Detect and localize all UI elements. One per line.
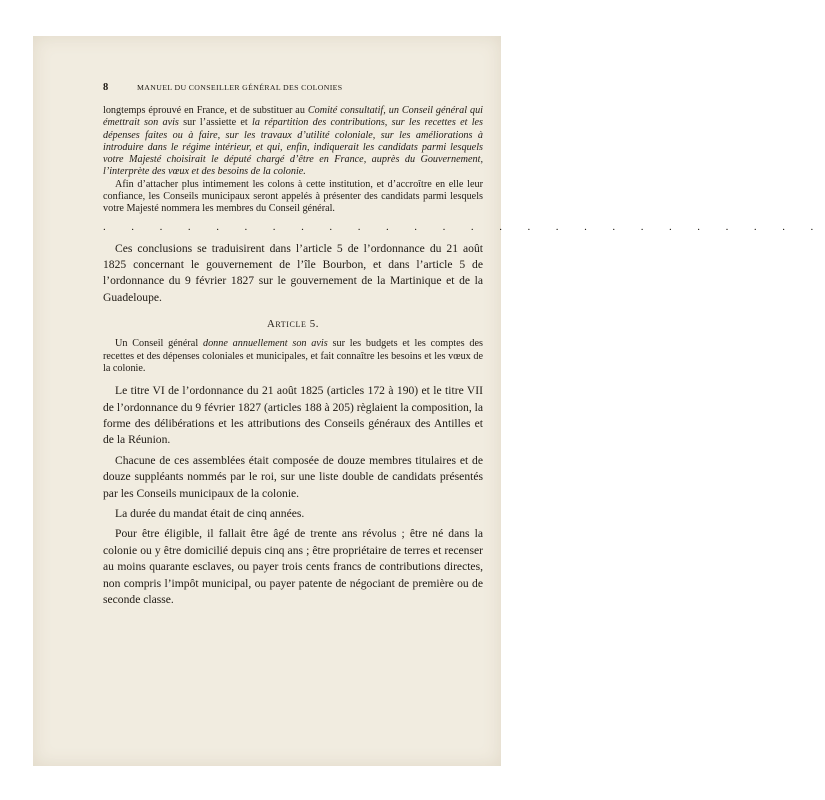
quote-text: sur l’assiette et	[178, 117, 252, 129]
page-number: 8	[103, 82, 109, 93]
paragraph-chacune: Chacune de ces assemblées était composée de douze membres titulaires et de douze suppléants nommés par le roi, sur une liste double de candidats présentés par les Conseils municipaux de la colonie.	[103, 453, 483, 500]
paragraph-conclusions: Ces conclusions se traduisirent dans l’article 5 de l’ordonnance du 21 août 1825 concernant le gouvernement de l’île Bourbon, et dans l’article 5 de l’ordonnance du 9 février 1827 sur le gouvernement de la Martinique et de la Guadeloupe.	[103, 241, 483, 304]
article-text-part: Un Conseil général	[115, 338, 203, 350]
quote-text: longtemps éprouvé en France, et de substituer au	[103, 105, 308, 116]
article-text-part: sur les budgets et les comptes des recettes et des dépenses coloniales et municipales, et fait connaître les besoins et les vœux de la colonie.	[103, 338, 483, 374]
page-content	[103, 82, 825, 608]
paragraph-duree: La durée du mandat était de cinq années.	[115, 507, 305, 521]
running-title: MANUEL DU CONSEILLER GÉNÉRAL DES COLONIES	[137, 83, 343, 92]
quote-paragraph-2: Afin d’attacher plus intimement les colons à cette institution, et d’accroître en elle leur confiance, les Conseils municipaux seront appelés à présenter des candidats parmi lesquels votre Majesté nommera les membres du Conseil général.	[103, 178, 483, 215]
book-page	[33, 36, 825, 766]
article-heading: Article 5.	[266, 318, 320, 331]
paragraph-titre: Le titre VI de l’ordonnance du 21 août 1825 (articles 172 à 190) et le titre VII de l’ordonnance du 9 février 1827 (articles 188 à 205) règlaient la composition, la forme des délibérations et les attributions des Conseils généraux des Antilles et de la Réunion.	[103, 384, 483, 447]
article-italic-text: donne annuellement son avis	[202, 338, 328, 350]
quote-italic-text: Comité consultatif, un Conseil général qui émettrait son avis	[103, 105, 483, 129]
paragraph-eligible: Pour être éligible, il fallait être âgé de trente ans révolus ; être né dans la colonie ou y être domicilié depuis cinq ans ; être propriétaire de terres et recenser au moins quarante esclaves, ou payer trois cents francs de contributions directes, non compris l’impôt municipal, ou payer patente de négociant de première ou de seconde classe.	[103, 527, 483, 607]
quote-italic-text: la répartition des contributions, sur les recettes et les dépenses faites ou à faire, sur les travaux d’utilité coloniale, sur les améliorations à introduire dans le régime intérieur, et qui, enfin, indiquerait les candidats parmi lesquels votre Majesté choisirait le député chargé d’être en France, auprès du Gouvernement, l’interprète des vœux et des besoins de la colonie.	[103, 117, 484, 178]
article-text	[103, 338, 483, 375]
ellipsis-dots: . . . . . . . . . . . . . . . . . . . . . . . . . .	[103, 220, 825, 233]
page-header	[103, 82, 483, 102]
quote-paragraph-1	[103, 105, 483, 179]
